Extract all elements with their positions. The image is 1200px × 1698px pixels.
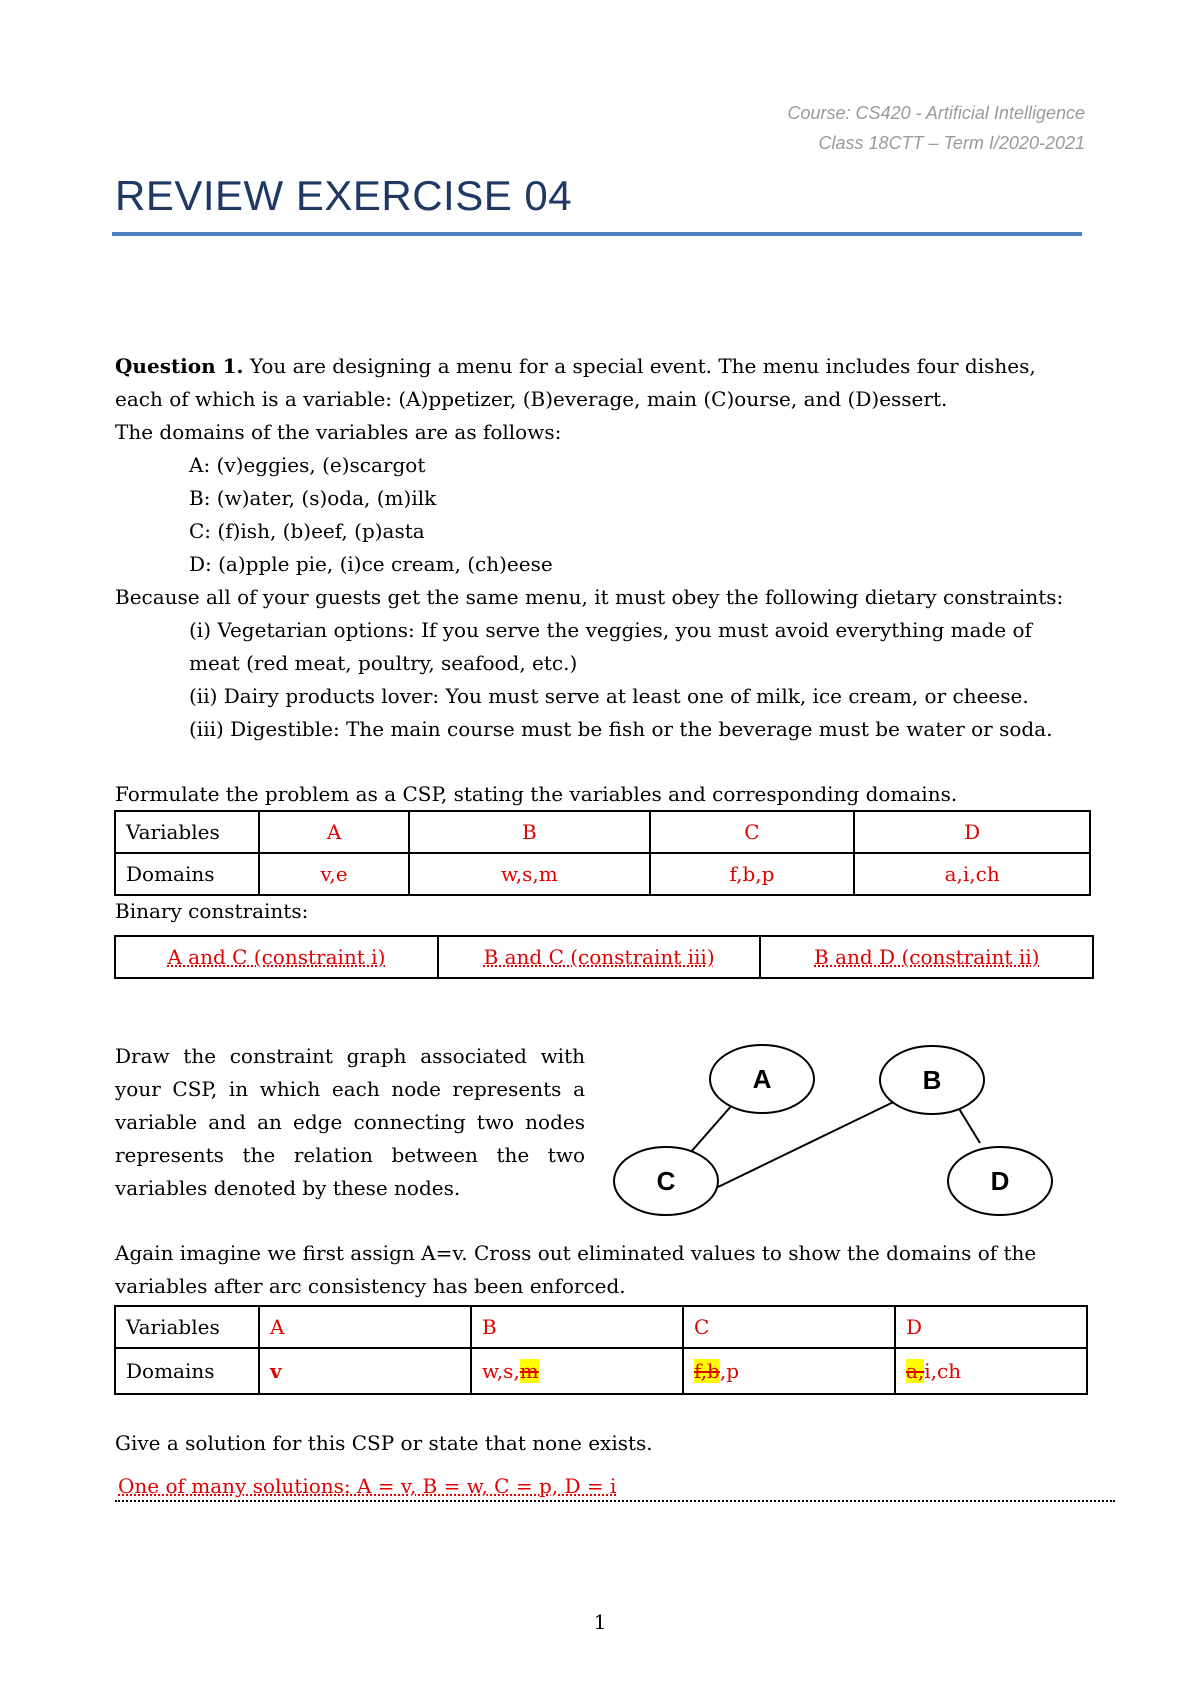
question-intro-2: each of which is a variable: (A)ppetizer, (B)everage, main (C)ourse, and (D)essert. bbox=[115, 387, 948, 411]
node-c-label: C bbox=[656, 1166, 676, 1196]
table-row bbox=[115, 853, 1090, 895]
arc-consistency-table bbox=[114, 1305, 1088, 1395]
eliminated-values: m bbox=[519, 1359, 539, 1383]
domain-b: w,s,m bbox=[409, 853, 649, 895]
variable-c: C bbox=[650, 811, 855, 853]
arc-prompt-line-1: Again imagine we first assign A=v. Cross out eliminated values to show the domains of the bbox=[115, 1241, 1037, 1265]
row-label-variables: Variables bbox=[115, 1306, 259, 1348]
node-d-label: D bbox=[990, 1166, 1010, 1196]
node-a-label: A bbox=[752, 1064, 772, 1094]
graph-text-line: your CSP, in which each node represents a bbox=[115, 1077, 585, 1101]
binary-constraints-table bbox=[114, 935, 1094, 979]
binary-constraint-bc: B and C (constraint iii) bbox=[438, 936, 761, 978]
domain-c: f,b,p bbox=[650, 853, 855, 895]
node-b-label: B bbox=[922, 1065, 942, 1095]
graph-text-line: Draw the constraint graph associated with bbox=[115, 1044, 585, 1068]
page-title: REVIEW EXERCISE 04 bbox=[115, 172, 573, 219]
arc-domain-c bbox=[683, 1348, 895, 1394]
domain-d: a,i,ch bbox=[854, 853, 1090, 895]
arc-domain-d bbox=[895, 1348, 1087, 1394]
variable-b: B bbox=[409, 811, 649, 853]
arc-domain-b bbox=[471, 1348, 683, 1394]
kept-values: ,p bbox=[719, 1359, 740, 1383]
constraint-ii: (ii) Dairy products lover: You must serve at least one of milk, ice cream, or cheese. bbox=[189, 684, 1029, 708]
arc-prompt bbox=[115, 1237, 1095, 1303]
row-label-domains: Domains bbox=[115, 1348, 259, 1394]
answer-dotted-line bbox=[115, 1500, 1115, 1502]
course-line: Course: CS420 - Artificial Intelligence bbox=[787, 103, 1085, 123]
kept-values: i,ch bbox=[924, 1359, 962, 1383]
arc-variable-a: A bbox=[259, 1306, 471, 1348]
graph-text-line: represents the relation between the two bbox=[115, 1143, 585, 1167]
graph-text-line: variables denoted by these nodes. bbox=[115, 1176, 461, 1200]
table-row bbox=[115, 936, 1093, 978]
table-row bbox=[115, 811, 1090, 853]
graph-text-line: variable and an edge connecting two nodes bbox=[115, 1110, 585, 1134]
domain-a: v,e bbox=[259, 853, 409, 895]
course-header bbox=[788, 98, 1085, 158]
binary-constraints-label: Binary constraints: bbox=[115, 899, 309, 923]
domain-line-b: B: (w)ater, (s)oda, (m)ilk bbox=[189, 486, 437, 510]
title-rule bbox=[112, 232, 1082, 236]
binary-constraint-bd: B and D (constraint ii) bbox=[760, 936, 1093, 978]
eliminated-values: f,b bbox=[694, 1359, 720, 1383]
row-label-variables: Variables bbox=[115, 811, 259, 853]
constraint-iii: (iii) Digestible: The main course must be fish or the beverage must be water or soda. bbox=[189, 717, 1053, 741]
solution-answer: One of many solutions: A = v, B = w, C = p, D = i bbox=[118, 1474, 617, 1498]
domains-intro: The domains of the variables are as follows: bbox=[115, 420, 562, 444]
arc-variable-d: D bbox=[895, 1306, 1087, 1348]
formulate-prompt: Formulate the problem as a CSP, stating the variables and corresponding domains. bbox=[115, 782, 958, 806]
variable-a: A bbox=[259, 811, 409, 853]
eliminated-values: a, bbox=[906, 1359, 925, 1383]
solution-prompt: Give a solution for this CSP or state that none exists. bbox=[115, 1431, 653, 1455]
graph-description bbox=[115, 1040, 585, 1205]
arc-domain-a: v bbox=[259, 1348, 471, 1394]
table-row bbox=[115, 1348, 1087, 1394]
constraint-graph bbox=[600, 1030, 1060, 1220]
question-label: Question 1. bbox=[115, 354, 244, 378]
constraints-intro: Because all of your guests get the same menu, it must obey the following dietary constraints: bbox=[115, 585, 1064, 609]
variable-d: D bbox=[854, 811, 1090, 853]
row-label-domains: Domains bbox=[115, 853, 259, 895]
formulation-table bbox=[114, 810, 1091, 896]
constraint-i-line-2: meat (red meat, poultry, seafood, etc.) bbox=[189, 651, 578, 675]
domain-line-a: A: (v)eggies, (e)scargot bbox=[189, 453, 426, 477]
arc-prompt-line-2: variables after arc consistency has been enforced. bbox=[115, 1274, 626, 1298]
page-number: 1 bbox=[593, 1610, 607, 1634]
arc-variable-b: B bbox=[471, 1306, 683, 1348]
domain-line-c: C: (f)ish, (b)eef, (p)asta bbox=[189, 519, 425, 543]
domain-line-d: D: (a)pple pie, (i)ce cream, (ch)eese bbox=[189, 552, 553, 576]
binary-constraint-ac: A and C (constraint i) bbox=[115, 936, 438, 978]
class-term-line: Class 18CTT – Term I/2020-2021 bbox=[818, 133, 1085, 153]
kept-values: w,s, bbox=[482, 1359, 520, 1383]
question-1-block bbox=[115, 350, 1095, 746]
question-intro-1: You are designing a menu for a special event. The menu includes four dishes, bbox=[243, 354, 1036, 378]
table-row bbox=[115, 1306, 1087, 1348]
constraint-i-line-1: (i) Vegetarian options: If you serve the veggies, you must avoid everything made of bbox=[189, 618, 1032, 642]
arc-variable-c: C bbox=[683, 1306, 895, 1348]
